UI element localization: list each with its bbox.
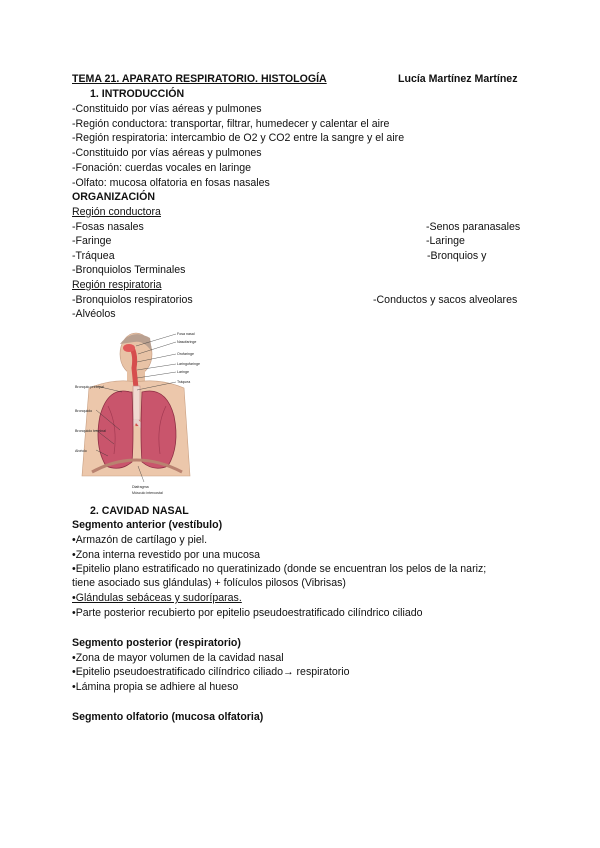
- anterior-line: •Zona interna revestido por una mucosa: [72, 549, 261, 561]
- figure-label: Nasofaringe: [177, 340, 197, 344]
- intro-line: -Olfato: mucosa olfatoria en fosas nasales: [72, 177, 270, 189]
- posterior-line: •Zona de mayor volumen de la cavidad nasal: [72, 652, 284, 664]
- region-respiratoria-title: Región respiratoria: [72, 279, 162, 291]
- figure-label: Bronquiolo terminal: [75, 429, 106, 433]
- conductora-item: -Faringe: [72, 235, 112, 247]
- conductora-item: -Bronquiolos Terminales: [72, 264, 186, 276]
- conductora-item: -Senos paranasales: [426, 221, 521, 233]
- figure-label: Músculo intercostal: [132, 491, 163, 495]
- figure-label: Orofaringe: [177, 352, 194, 356]
- figure-label: Tráquea: [177, 380, 191, 384]
- posterior-line: •Lámina propia se adhiere al hueso: [72, 681, 239, 693]
- posterior-title: Segmento posterior (respiratorio): [72, 637, 241, 649]
- respiratory-system-figure: [74, 326, 217, 498]
- conductora-item: -Bronquios y: [427, 250, 487, 262]
- respiratoria-item: -Alvéolos: [72, 308, 116, 320]
- figure-label: Alvéolo: [75, 449, 87, 453]
- document-title: TEMA 21. APARATO RESPIRATORIO. HISTOLOGÍA: [72, 73, 327, 85]
- posterior-line: •Epitelio pseudoestratificado cilíndrico ciliado→ respiratorio: [72, 666, 350, 678]
- figure-label: Laringofaringe: [177, 362, 200, 366]
- organizacion-heading: ORGANIZACIÓN: [72, 191, 155, 203]
- respiratoria-item: -Bronquiolos respiratorios: [72, 294, 193, 306]
- anterior-title: Segmento anterior (vestíbulo): [72, 519, 223, 531]
- anterior-line: •Epitelio plano estratificado no queratinizado (donde se encuentran los pelos de la nariz;: [72, 563, 487, 575]
- anterior-line: •Glándulas sebáceas y sudoríparas.: [72, 592, 242, 604]
- conductora-item: -Tráquea: [72, 250, 115, 262]
- conductora-item: -Fosas nasales: [72, 221, 144, 233]
- anterior-line: •Parte posterior recubierto por epitelio pseudoestratificado cilíndrico ciliado: [72, 607, 423, 619]
- author-name: Lucía Martínez Martínez: [398, 73, 518, 85]
- figure-label: Diafragma: [132, 485, 149, 489]
- anterior-line: tiene asociado sus glándulas) + folículos pilosos (Vibrisas): [72, 577, 346, 589]
- intro-line: -Constituido por vías aéreas y pulmones: [72, 103, 262, 115]
- figure-label: Bronquiolo: [75, 409, 93, 413]
- intro-line: -Fonación: cuerdas vocales en laringe: [72, 162, 252, 174]
- conductora-item: -Laringe: [426, 235, 465, 247]
- cavidad-heading: 2. CAVIDAD NASAL: [90, 505, 189, 517]
- anterior-line: •Armazón de cartílago y piel.: [72, 534, 208, 546]
- intro-line: -Región conductora: transportar, filtrar, humedecer y calentar el aire: [72, 118, 390, 130]
- intro-line: -Región respiratoria: intercambio de O2 y CO2 entre la sangre y el aire: [72, 132, 405, 144]
- figure-label: Fosa nasal: [177, 332, 195, 336]
- intro-heading: 1. INTRODUCCIÓN: [90, 88, 185, 100]
- figure-label: Bronquio principal: [75, 385, 104, 389]
- region-conductora-title: Región conductora: [72, 206, 161, 218]
- intro-line: -Constituido por vías aéreas y pulmones: [72, 147, 262, 159]
- olfatorio-title: Segmento olfatorio (mucosa olfatoria): [72, 711, 264, 723]
- respiratoria-item: -Conductos y sacos alveolares: [373, 294, 518, 306]
- figure-label: Laringe: [177, 370, 189, 374]
